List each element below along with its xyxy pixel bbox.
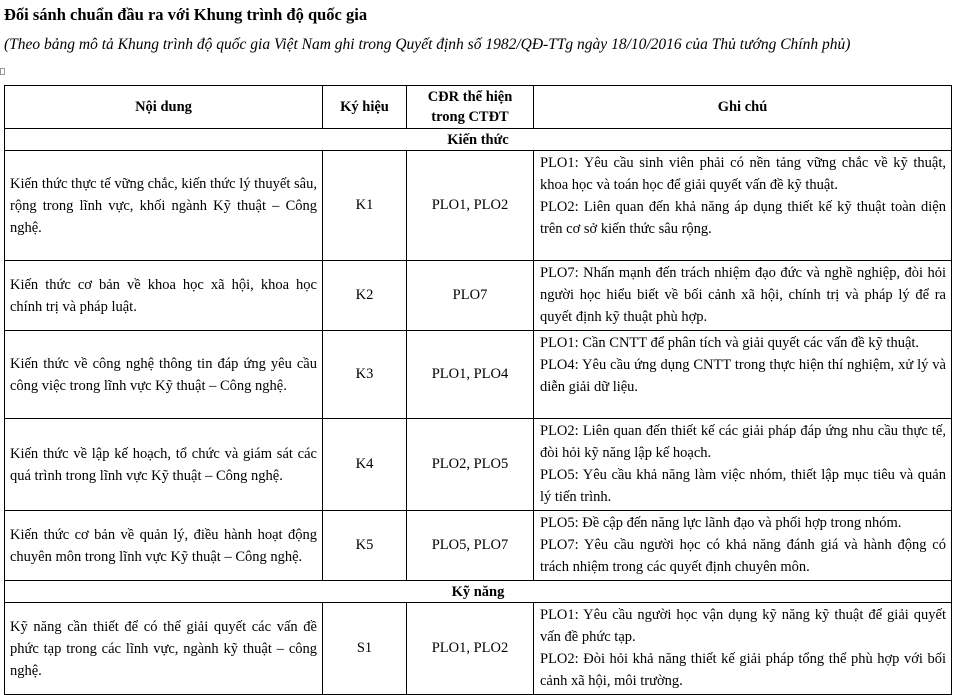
table-row (5, 151, 952, 261)
header-code: Ký hiệu (323, 86, 407, 129)
header-plo: CĐR thể hiện trong CTĐT (407, 86, 534, 129)
note-line: PLO5: Đề cập đến năng lực lãnh đạo và phối hợp trong nhóm. (540, 515, 902, 531)
header-notes: Ghi chú (534, 86, 952, 129)
cell-content: Kiến thức thực tế vững chắc, kiến thức lý thuyết sâu, rộng trong lĩnh vực, khối ngành Kỹ thuật – Công nghệ. (5, 151, 323, 261)
benchmark-table (4, 85, 952, 695)
cell-plo: PLO5, PLO7 (407, 511, 534, 581)
cell-plo: PLO2, PLO5 (407, 419, 534, 511)
document-title: Đối sánh chuẩn đầu ra với Khung trình độ quốc gia (4, 5, 368, 24)
note-line: PLO1: Yêu cầu người học vận dụng kỹ năng kỹ thuật để giải quyết vấn đề phức tạp. (540, 607, 946, 645)
cell-plo: PLO1, PLO2 (407, 151, 534, 261)
cell-code: K1 (323, 151, 407, 261)
cell-notes (534, 331, 952, 419)
note-line: PLO4: Yêu cầu ứng dụng CNTT trong thực hiện thí nghiệm, xử lý và diễn giải dữ liệu. (540, 357, 946, 395)
cell-content: Kiến thức cơ bản về khoa học xã hội, khoa học chính trị và pháp luật. (5, 261, 323, 331)
table-row (5, 511, 952, 581)
section-label: Kỹ năng (5, 581, 952, 603)
cell-code: K2 (323, 261, 407, 331)
cell-code: K3 (323, 331, 407, 419)
table-row (5, 603, 952, 695)
note-line: PLO1: Cần CNTT để phân tích và giải quyết các vấn đề kỹ thuật. (540, 335, 920, 351)
note-line: PLO2: Đòi hỏi khả năng thiết kế giải pháp tổng thể phù hợp với bối cảnh xã hội, môi trường. (540, 651, 946, 689)
table-header-row (5, 86, 952, 129)
table-row (5, 261, 952, 331)
table-row (5, 419, 952, 511)
cell-code: S1 (323, 603, 407, 695)
table-row (5, 331, 952, 419)
header-content: Nội dung (5, 86, 323, 129)
section-row (5, 581, 952, 603)
cell-notes (534, 151, 952, 261)
note-line: PLO2: Liên quan đến thiết kế các giải pháp đáp ứng nhu cầu thực tế, đòi hỏi kỹ năng lập kế hoạch. (540, 423, 946, 461)
table-body (5, 129, 952, 695)
cell-code: K4 (323, 419, 407, 511)
cell-plo: PLO7 (407, 261, 534, 331)
cell-content: Kiến thức về lập kế hoạch, tổ chức và giám sát các quá trình trong lĩnh vực Kỹ thuật – Công nghệ. (5, 419, 323, 511)
note-line: PLO1: Yêu cầu sinh viên phải có nền tảng vững chắc về kỹ thuật, khoa học và toán học để giải quyết vấn đề kỹ thuật. (540, 155, 946, 193)
document-subtitle: (Theo bảng mô tả Khung trình độ quốc gia Việt Nam ghi trong Quyết định số 1982/QĐ-TTg ngày 18/10/2016 của Thủ tướng Chính phủ) (4, 36, 851, 53)
note-line: PLO7: Nhấn mạnh đến trách nhiệm đạo đức và nghề nghiệp, đòi hỏi người học hiểu biết về bối cảnh xã hội, chính trị và pháp lý để ra quyết định kỹ thuật phù hợp. (540, 265, 946, 325)
cell-content: Kỹ năng cần thiết để có thể giải quyết các vấn đề phức tạp trong các lĩnh vực, ngành kỹ thuật – công nghệ. (5, 603, 323, 695)
cell-notes (534, 511, 952, 581)
note-line: PLO5: Yêu cầu khả năng làm việc nhóm, thiết lập mục tiêu và quản lý tiến trình. (540, 467, 946, 505)
note-line: PLO7: Yêu cầu người học có khả năng đánh giá và hành động có trách nhiệm trong các quyết định chuyên môn. (540, 537, 946, 575)
note-line: PLO2: Liên quan đến khả năng áp dụng thiết kế kỹ thuật toàn diện trên cơ sở kiến thức sâu rộng. (540, 199, 946, 237)
section-label: Kiến thức (5, 129, 952, 151)
cell-content: Kiến thức về công nghệ thông tin đáp ứng yêu cầu công việc trong lĩnh vực Kỹ thuật – Công nghệ. (5, 331, 323, 419)
cell-notes (534, 261, 952, 331)
cell-plo: PLO1, PLO2 (407, 603, 534, 695)
cell-notes (534, 419, 952, 511)
cell-code: K5 (323, 511, 407, 581)
cell-content: Kiến thức cơ bản về quản lý, điều hành hoạt động chuyên môn trong lĩnh vực Kỹ thuật – Công nghệ. (5, 511, 323, 581)
table-anchor-icon (0, 68, 5, 75)
cell-notes (534, 603, 952, 695)
cell-plo: PLO1, PLO4 (407, 331, 534, 419)
section-row (5, 129, 952, 151)
